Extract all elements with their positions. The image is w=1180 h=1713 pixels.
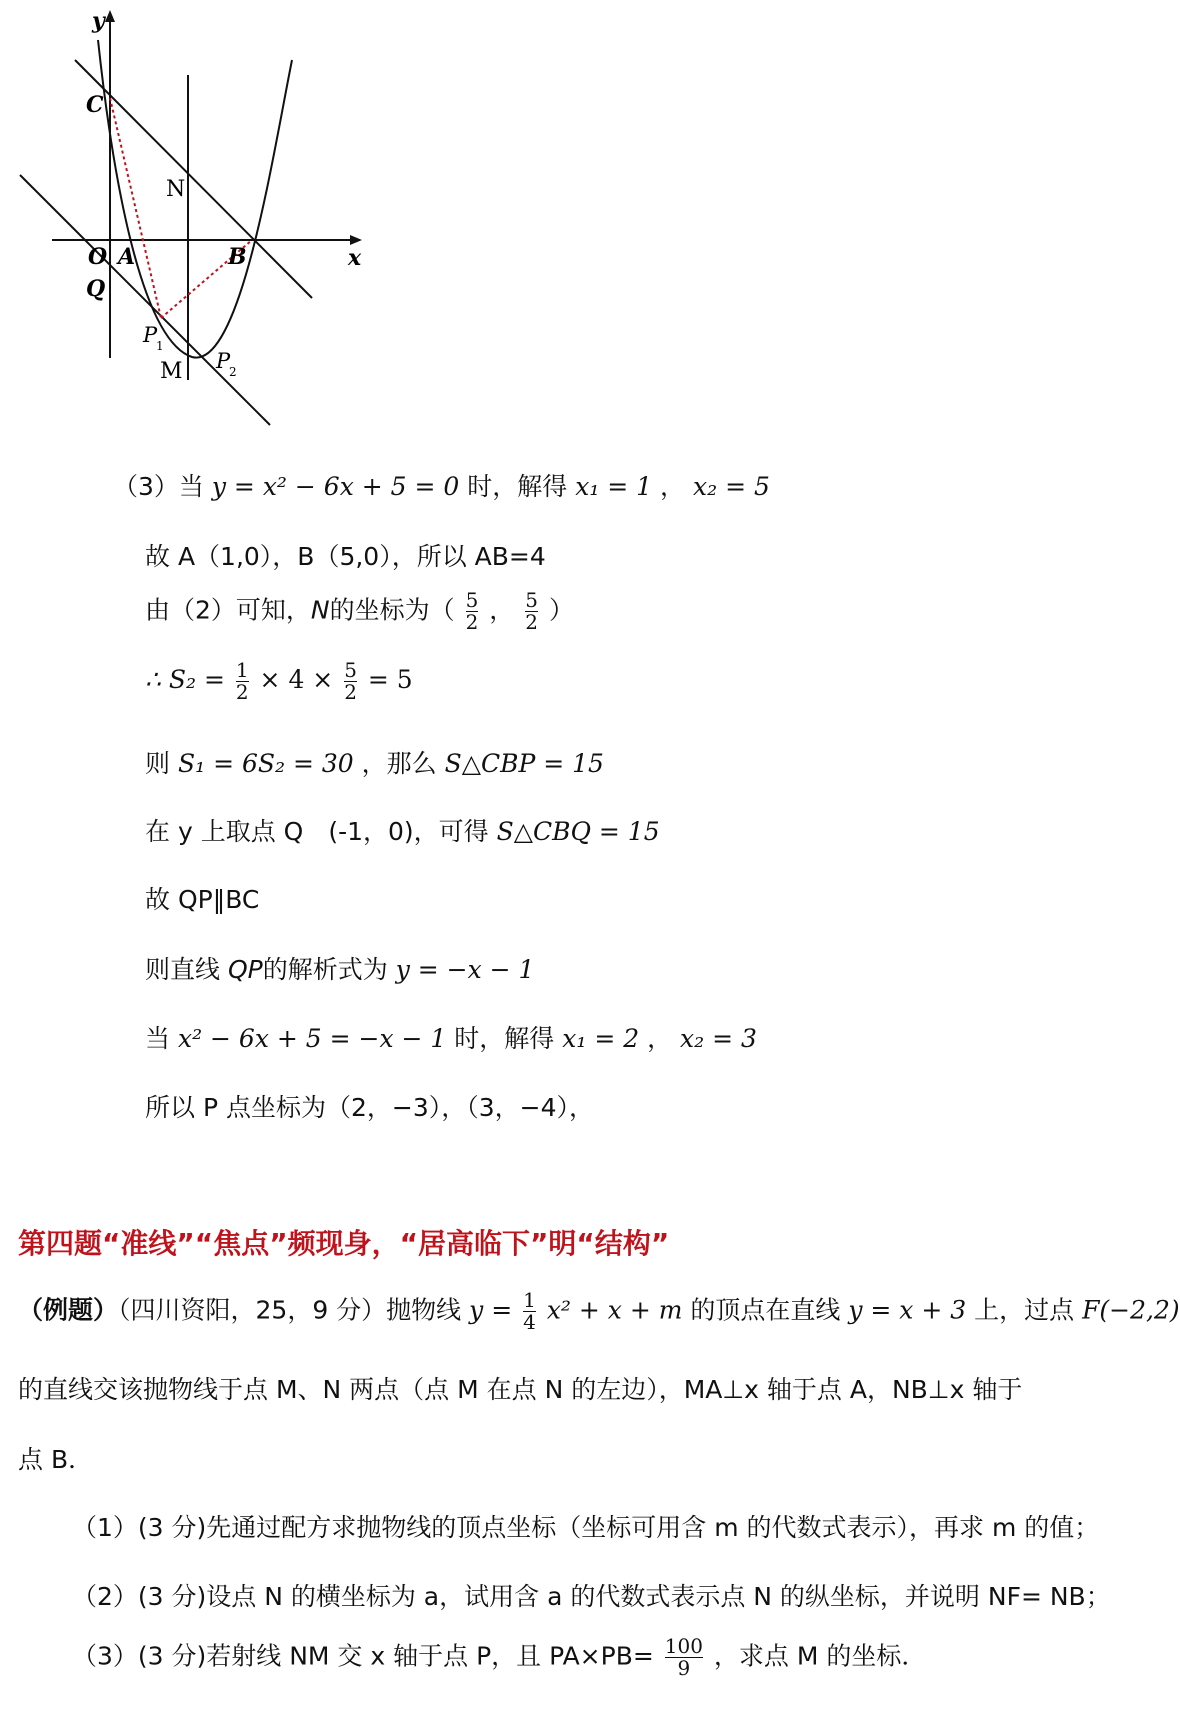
label-p1-sub: 1 xyxy=(156,339,164,353)
label-p1: P xyxy=(143,323,158,347)
label-x: x xyxy=(348,245,362,271)
solution-line-1: （3）当 y = x² − 6x + 5 = 0 时，解得 x₁ = 1 ， x₂ = 5 xyxy=(113,472,770,501)
label-p2-sub: 2 xyxy=(229,365,237,379)
y-axis-arrow xyxy=(105,10,115,22)
label-a: A xyxy=(118,244,136,270)
x-axis-arrow xyxy=(350,235,362,245)
parabola-curve xyxy=(98,40,292,358)
parabola-figure xyxy=(0,0,420,440)
question-2: （2）(3 分)设点 N 的横坐标为 a，试用含 a 的代数式表示点 N 的纵坐标，并说明 NF= NB； xyxy=(72,1582,1111,1611)
label-n: N xyxy=(166,177,186,202)
question-3: （3）(3 分)若射线 NM 交 x 轴于点 P，且 PA×PB= $\frac{100}{9}$ ，求点 M 的坐标． xyxy=(72,1634,927,1680)
solution-line-7: 故 QP‖BC xyxy=(145,885,260,914)
problem-line-2: 的直线交该抛物线于点 M、N 两点（点 M 在点 N 的左边），MA⊥x 轴于点 A，NB⊥x 轴于 xyxy=(18,1375,1023,1404)
label-c: C xyxy=(86,92,104,118)
solution-line-3: 由（2）可知，N的坐标为（ $\frac{5}{2}$ ， $\frac{5}{2}$ ） xyxy=(145,588,574,634)
label-m: M xyxy=(160,359,183,384)
solution-line-10: 所以 P 点坐标为（2，−3），（3，−4）， xyxy=(145,1093,594,1122)
section-title: 第四题“准线”“焦点”频现身，“居高临下”明“结构” xyxy=(18,1227,670,1260)
solution-line-6: 在 y 上取点 Q (-1，0)，可得 S△CBQ = 15 xyxy=(145,817,660,846)
fraction: $\frac{5}{2}$ xyxy=(465,588,479,634)
segment-cp1 xyxy=(110,98,161,318)
problem-line-3: 点 B． xyxy=(18,1445,94,1474)
label-q: Q xyxy=(86,276,106,302)
solution-line-4: ∴ S₂ = $\frac{1}{2}$ × 4 × $\frac{5}{2}$ = 5 xyxy=(145,658,413,704)
solution-line-9: 当 x² − 6x + 5 = −x − 1 时，解得 x₁ = 2 ， x₂ = 3 xyxy=(145,1024,757,1053)
label-p2: P xyxy=(216,349,231,373)
fraction: $\frac{5}{2}$ xyxy=(525,588,538,634)
label-o: O xyxy=(88,244,108,270)
question-1: （1）(3 分)先通过配方求抛物线的顶点坐标（坐标可用含 m 的代数式表示），再求 m 的值； xyxy=(72,1513,1100,1542)
solution-line-8: 则直线 QP的解析式为 y = −x − 1 xyxy=(145,955,535,984)
problem-line-1: （例题）（四川资阳，25，9 分）抛物线 y = $\frac{1}{4}$ x² + x + m 的顶点在直线 y = x + 3 上，过点 F(−2,2) xyxy=(18,1288,1180,1334)
line-qp xyxy=(20,175,270,425)
solution-line-5: 则 S₁ = 6S₂ = 30 ，那么 S△CBP = 15 xyxy=(145,749,604,778)
solution-line-2: 故 A（1,0），B（5,0），所以 AB=4 xyxy=(145,542,546,571)
label-y: y xyxy=(92,8,105,34)
label-b: B xyxy=(228,244,247,270)
